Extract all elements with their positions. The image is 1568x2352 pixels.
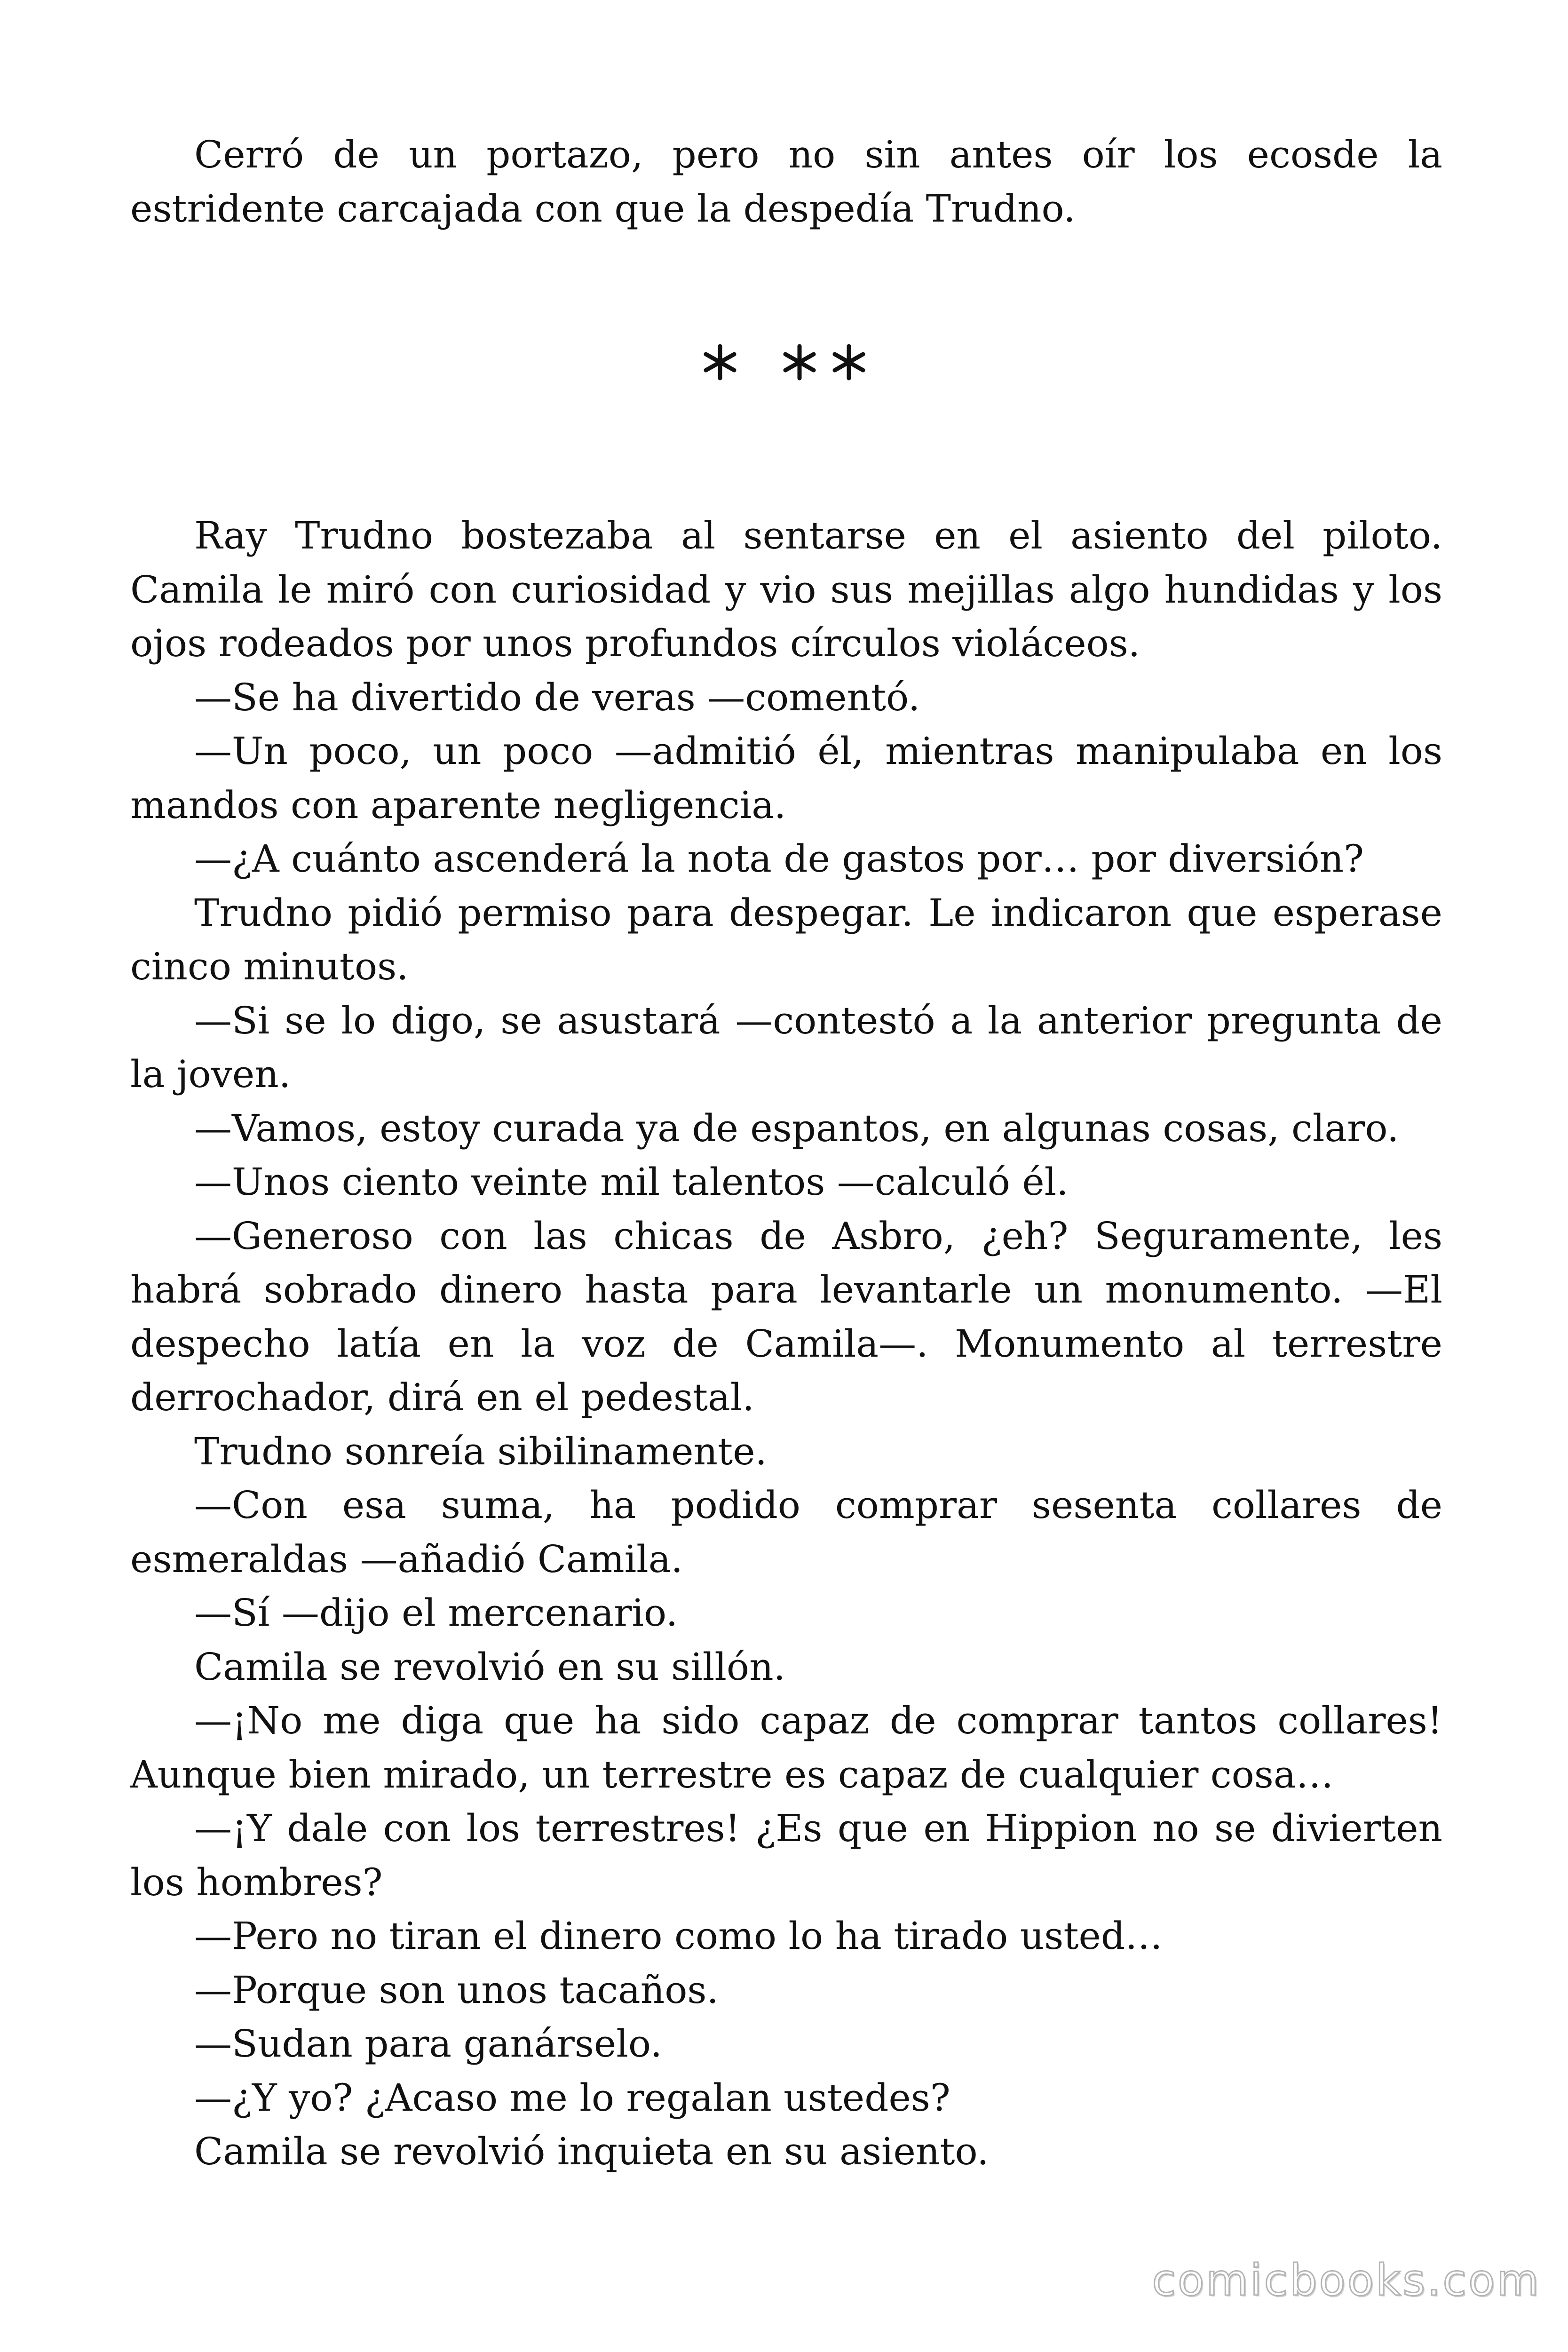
paragraph: Trudno sonreía sibilinamente. [194,1429,767,1473]
main-text [130,509,1442,2179]
paragraph: —¿A cuánto ascenderá la nota de gastos por… por diversión? [194,837,1364,881]
paragraph: —¡No me diga que ha sido capaz de comprar tantos collares! Aunque bien mirado, un terrestre es capaz de cualquier cosa… [130,1699,1442,1796]
asterisk-icon [835,346,863,378]
paragraph: Cerró de un portazo, pero no sin antes oír los ecosde la estridente carcajada con que la despedía Trudno. [130,133,1442,230]
paragraph: —Vamos, estoy curada ya de espantos, en algunas cosas, claro. [194,1106,1399,1150]
paragraph: Ray Trudno bostezaba al sentarse en el asiento del piloto. Camila le miró con curiosidad y vio sus mejillas algo hundidas y los ojos rodeados por unos profundos círculos violáceos. [130,514,1442,665]
paragraph: Camila se revolvió inquieta en su asiento. [194,2130,989,2173]
paragraph: —Generoso con las chicas de Asbro, ¿eh? Seguramente, les habrá sobrado dinero hasta para levantarle un monumento. —El despecho latía en la voz de Camila—. Monumento al terrestre derrochador, dirá en el pedestal. [130,1214,1442,1419]
paragraph: —Con esa suma, ha podido comprar sesenta collares de esmeraldas —añadió Camila. [130,1483,1442,1581]
scene-separator [0,329,1568,395]
paragraph: —Un poco, un poco —admitió él, mientras manipulaba en los mandos con aparente negligencia. [130,729,1442,827]
paragraph: —Porque son unos tacaños. [194,1968,719,2012]
paragraph: —Unos ciento veinte mil talentos —calculó él. [194,1160,1069,1204]
paragraph: —Pero no tiran el dinero como lo ha tirado usted… [194,1914,1163,1958]
paragraph: —Si se lo digo, se asustará —contestó a la anterior pregunta de la joven. [130,998,1442,1096]
paragraph: —¿Y yo? ¿Acaso me lo regalan ustedes? [194,2075,950,2120]
paragraph: Camila se revolvió en su sillón. [194,1645,786,1689]
asterisk-icon [785,346,814,378]
paragraph: —Sudan para ganárselo. [194,2022,662,2066]
paragraph: Trudno pidió permiso para despegar. Le indicaron que esperase cinco minutos. [130,890,1442,988]
paragraph: —¡Y dale con los terrestres! ¿Es que en Hippion no se divierten los hombres? [130,1806,1442,1904]
watermark: comicbooks.com [1152,2255,1541,2305]
paragraph: —Se ha divertido de veras —comentó. [194,675,920,719]
asterisk-icon [706,346,734,378]
intro-text [130,128,1442,236]
paragraph: —Sí —dijo el mercenario. [194,1591,678,1635]
